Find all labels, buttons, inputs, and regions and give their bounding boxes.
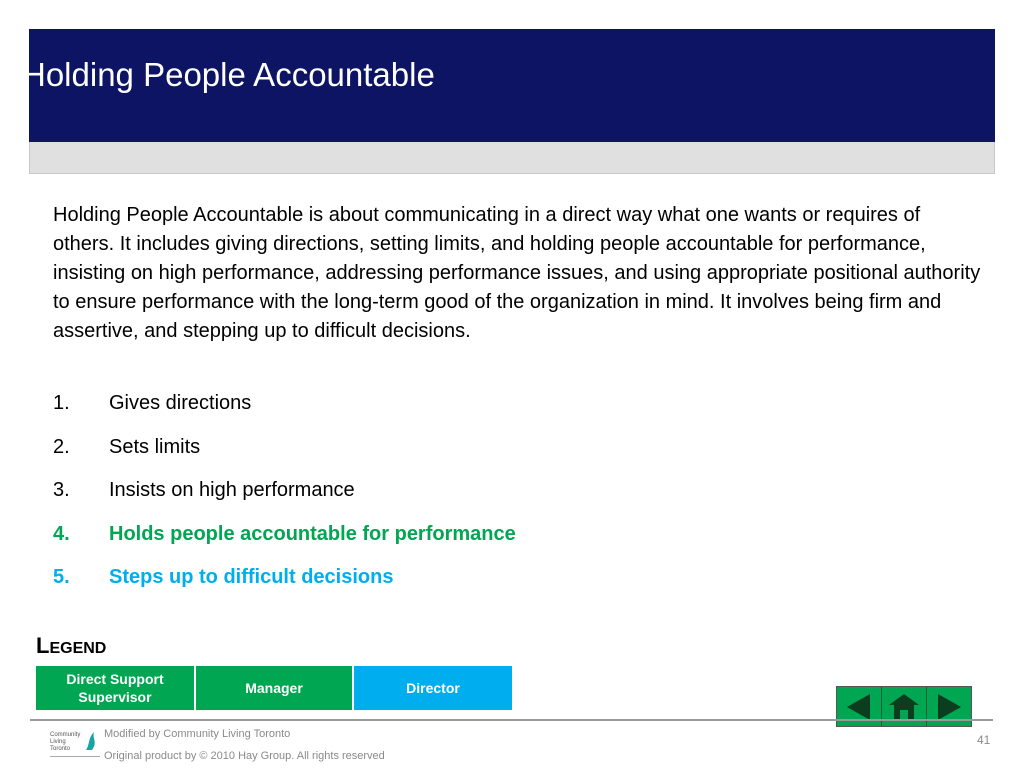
legend-direct-support-supervisor: Direct Support Supervisor — [35, 665, 195, 711]
triangle-right-icon — [933, 691, 965, 723]
list-item-manager — [53, 520, 953, 564]
footer-divider — [30, 719, 993, 721]
footer-copyright: Original product by © 2010 Hay Group. All rights reserved — [104, 750, 385, 762]
list-text: Steps up to difficult decisions — [109, 566, 394, 588]
list-text: Holds people accountable for performance — [109, 522, 516, 545]
legend-manager: Manager — [195, 665, 353, 711]
list-number: 3. — [53, 479, 70, 501]
list-text: Gives directions — [109, 392, 252, 414]
list-item — [53, 476, 953, 520]
title-underbar — [29, 142, 995, 174]
legend-director: Director — [353, 665, 513, 711]
list-item — [53, 389, 953, 433]
page-number: 41 — [977, 733, 991, 747]
list-text: Insists on high performance — [109, 479, 355, 501]
list-item-director — [53, 563, 953, 607]
legend-title — [36, 633, 106, 659]
slide-title: Holding People Accountable — [22, 56, 435, 93]
list-item — [53, 433, 953, 477]
legend — [35, 665, 513, 711]
list-text: Sets limits — [109, 435, 201, 458]
list-number: 5. — [53, 566, 70, 588]
logo-swirl-icon — [84, 730, 100, 752]
community-living-toronto-logo: Community Living Toronto — [50, 730, 100, 764]
list-number: 4. — [53, 522, 70, 545]
home-icon — [887, 691, 921, 723]
footer-modified-by: Modified by Community Living Toronto — [104, 728, 291, 740]
description-paragraph: Holding People Accountable is about communicating in a direct way what one wants or requires of others. It includes giving directions, setting limits, and holding people accountable for performance, insisting on high performance, addressing performance issues, and using appropriate positional authority to ensure performance with the long-term good of the organization in mind. It involves being firm and assertive, and stepping up to difficult decisions. — [53, 204, 981, 342]
triangle-left-icon — [843, 691, 875, 723]
list-number: 2. — [53, 435, 70, 458]
behavior-list — [53, 389, 953, 607]
legend-title-initial: L — [36, 633, 50, 658]
legend-title-rest: EGEND — [49, 640, 107, 657]
list-number: 1. — [53, 392, 70, 414]
